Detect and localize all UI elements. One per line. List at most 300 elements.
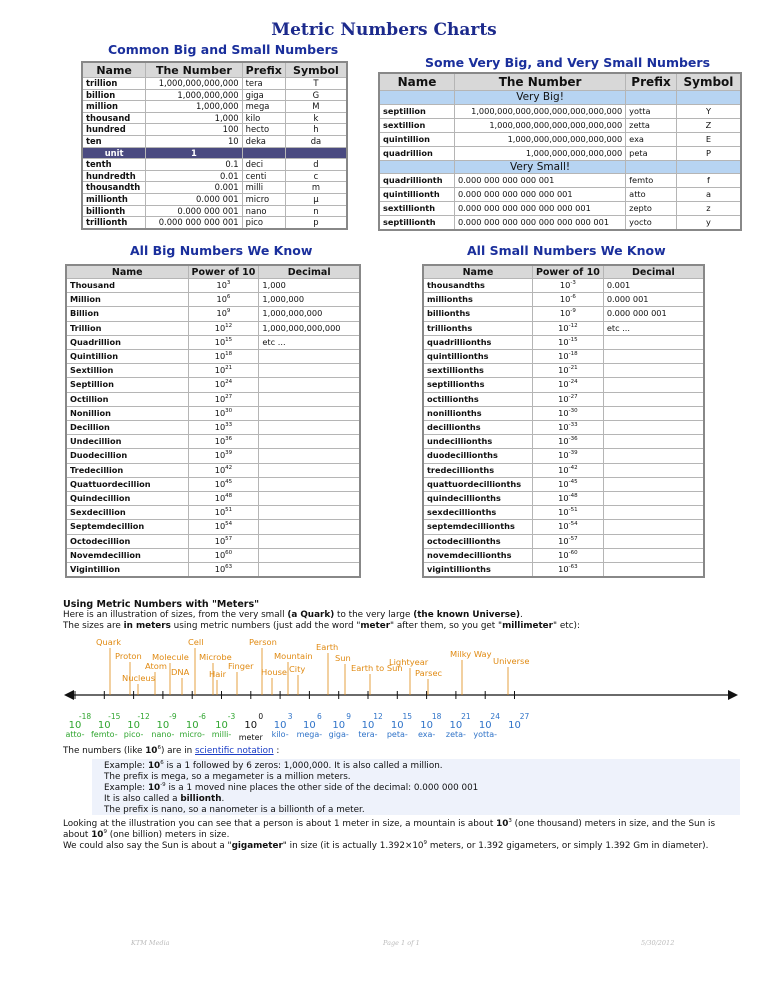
table-cell: da bbox=[285, 135, 347, 147]
power-cell bbox=[188, 293, 259, 307]
text: gigameter bbox=[231, 841, 283, 851]
table-cell bbox=[259, 435, 360, 449]
right-arrow-icon bbox=[728, 690, 738, 700]
table-row bbox=[423, 392, 704, 406]
unit-label: unit bbox=[82, 147, 146, 159]
table-row bbox=[423, 279, 704, 293]
table-cell: 0.000 000 001 bbox=[603, 307, 704, 321]
power-base: 10 bbox=[214, 436, 226, 447]
scale-prefix: micro- bbox=[179, 730, 205, 739]
power-cell bbox=[188, 421, 259, 435]
object-label: Cell bbox=[188, 637, 204, 647]
table-row bbox=[66, 321, 360, 335]
table-cell bbox=[603, 563, 704, 578]
table-cell bbox=[676, 160, 741, 174]
text: (a Quark) bbox=[287, 610, 335, 620]
table-cell bbox=[259, 477, 360, 491]
table-cell: quadrillionth bbox=[379, 174, 454, 188]
table-cell: E bbox=[676, 132, 741, 146]
power-exponent: 18 bbox=[225, 351, 233, 358]
power-base: 10 bbox=[558, 336, 569, 347]
power-base: 10 bbox=[214, 564, 226, 575]
power-base: 10 bbox=[558, 351, 569, 362]
band-label: Very Small! bbox=[454, 160, 625, 174]
table-cell: Z bbox=[676, 118, 741, 132]
power-exponent: -27 bbox=[568, 393, 578, 400]
scale-exponent: -12 bbox=[137, 712, 150, 721]
table-cell: 0.000 000 000 000 000 000 000 001 bbox=[454, 216, 625, 230]
table-cell: tera bbox=[242, 78, 285, 90]
table-cell bbox=[259, 392, 360, 406]
table-row bbox=[423, 421, 704, 435]
table-cell bbox=[676, 91, 741, 105]
scale-exponent: 12 bbox=[373, 712, 383, 721]
power-cell bbox=[532, 378, 603, 392]
power-exponent: 51 bbox=[225, 507, 233, 514]
scale-base: 10 bbox=[449, 720, 463, 731]
table-cell: Y bbox=[676, 104, 741, 118]
scale-exponent: 24 bbox=[490, 712, 500, 721]
unit-row bbox=[82, 147, 347, 159]
column-header: Name bbox=[423, 265, 532, 279]
table-cell: y bbox=[676, 216, 741, 230]
table-cell bbox=[603, 421, 704, 435]
table-cell: vigintillionths bbox=[423, 563, 532, 578]
scale-base: 10 bbox=[332, 720, 346, 731]
text: is a 1 moved nine places the other side of the decimal: 0.000 000 001 bbox=[165, 783, 479, 793]
power-exponent: 54 bbox=[225, 521, 233, 528]
table-cell: sextillionths bbox=[423, 364, 532, 378]
example-line-2: The prefix is mega, so a megameter is a million meters. bbox=[104, 772, 351, 782]
column-header: Symbol bbox=[676, 73, 741, 91]
table-cell: 0.000 000 000 000 000 000 001 bbox=[454, 202, 625, 216]
text: 10 bbox=[147, 761, 161, 771]
power-cell bbox=[188, 435, 259, 449]
table-cell: 1,000 bbox=[259, 279, 360, 293]
power-exponent: -18 bbox=[568, 351, 578, 358]
table-cell: m bbox=[285, 182, 347, 194]
table-row bbox=[66, 378, 360, 392]
table-cell bbox=[259, 548, 360, 562]
table-cell: 10 bbox=[146, 135, 242, 147]
scale-exponent: -9 bbox=[169, 712, 177, 721]
scale-prefix: tera- bbox=[358, 730, 378, 739]
power-cell bbox=[532, 520, 603, 534]
table-cell: quattuordecillionths bbox=[423, 477, 532, 491]
table-row bbox=[379, 104, 741, 118]
closing-line-1 bbox=[63, 819, 715, 830]
text: " in size (it is actually 1.392×10 bbox=[282, 841, 424, 851]
table-row bbox=[82, 193, 347, 205]
table-cell: Million bbox=[66, 293, 188, 307]
table-cell: Decillion bbox=[66, 421, 188, 435]
power-exponent: -39 bbox=[568, 450, 578, 457]
table-cell: Trillion bbox=[66, 321, 188, 335]
power-cell bbox=[188, 563, 259, 578]
table-cell: septillion bbox=[379, 104, 454, 118]
table-cell: f bbox=[676, 174, 741, 188]
table-cell: 1,000,000,000,000,000 bbox=[454, 146, 625, 160]
table-cell: atto bbox=[626, 188, 677, 202]
table-cell: millionths bbox=[423, 293, 532, 307]
table-cell bbox=[603, 364, 704, 378]
table-header-row bbox=[423, 265, 704, 279]
table-cell: undecillionths bbox=[423, 435, 532, 449]
power-cell bbox=[532, 477, 603, 491]
table-cell: zetta bbox=[626, 118, 677, 132]
table-cell bbox=[603, 492, 704, 506]
table-cell: yotta bbox=[626, 104, 677, 118]
table-row bbox=[66, 335, 360, 349]
text: (the known Universe) bbox=[413, 610, 521, 620]
table-cell bbox=[626, 160, 677, 174]
table-cell: 1,000,000,000,000,000,000,000,000 bbox=[454, 104, 625, 118]
table-row bbox=[423, 350, 704, 364]
column-header: The Number bbox=[454, 73, 625, 91]
column-header: Name bbox=[379, 73, 454, 91]
table-row bbox=[379, 202, 741, 216]
object-label: Quark bbox=[96, 637, 122, 647]
object-label: DNA bbox=[171, 667, 190, 677]
scale-base: 10 bbox=[68, 720, 82, 731]
table-cell: etc ... bbox=[603, 321, 704, 335]
text: " after them, so you get " bbox=[390, 621, 503, 631]
power-exponent: -42 bbox=[568, 464, 578, 471]
power-cell bbox=[532, 548, 603, 562]
table-cell: quadrillion bbox=[379, 146, 454, 160]
power-base: 10 bbox=[214, 322, 226, 333]
table-cell: nano bbox=[242, 205, 285, 217]
table-cell: 1,000,000,000 bbox=[146, 89, 242, 101]
table-row bbox=[66, 492, 360, 506]
all-small-numbers-table bbox=[422, 264, 705, 578]
power-exponent: 21 bbox=[225, 365, 233, 372]
power-base: 10 bbox=[558, 493, 569, 504]
table-row bbox=[82, 217, 347, 229]
power-cell bbox=[188, 335, 259, 349]
table-cell bbox=[603, 435, 704, 449]
scale-prefix: kilo- bbox=[271, 730, 289, 739]
table-cell bbox=[603, 534, 704, 548]
table-cell: peta bbox=[626, 146, 677, 160]
power-base: 10 bbox=[558, 393, 569, 404]
table-header-row bbox=[82, 62, 347, 78]
object-label: Nucleus bbox=[122, 673, 156, 683]
power-base: 10 bbox=[559, 308, 571, 319]
table-cell bbox=[603, 463, 704, 477]
table-cell: 0.000 001 bbox=[603, 293, 704, 307]
scale-exponent: -15 bbox=[108, 712, 121, 721]
power-cell bbox=[188, 279, 259, 293]
table-cell: Octodecillion bbox=[66, 534, 188, 548]
size-scale-illustration bbox=[0, 632, 768, 744]
text: : bbox=[273, 746, 280, 756]
power-exponent: 45 bbox=[225, 478, 233, 485]
power-base: 10 bbox=[558, 521, 569, 532]
power-cell bbox=[188, 350, 259, 364]
table-row bbox=[66, 520, 360, 534]
scale-exponent: 21 bbox=[461, 712, 471, 721]
text: to the very large bbox=[334, 610, 414, 620]
table-row bbox=[423, 548, 704, 562]
table-cell bbox=[603, 449, 704, 463]
table-cell: thousandth bbox=[82, 182, 146, 194]
power-cell bbox=[188, 463, 259, 477]
scale-base: 10 bbox=[156, 720, 170, 731]
scale-prefix: meter bbox=[238, 733, 263, 742]
table-cell: 0.01 bbox=[146, 170, 242, 182]
power-base: 10 bbox=[214, 365, 226, 376]
table-row bbox=[423, 293, 704, 307]
power-base: 10 bbox=[214, 521, 226, 532]
table-cell: 0.001 bbox=[146, 182, 242, 194]
left-arrow-icon bbox=[64, 690, 74, 700]
very-heading: Some Very Big, and Very Small Numbers bbox=[425, 55, 711, 70]
table-cell: hundredth bbox=[82, 170, 146, 182]
object-label: Earth to Sun bbox=[351, 663, 403, 673]
power-base: 10 bbox=[216, 308, 227, 319]
text: 3 bbox=[508, 818, 512, 824]
power-cell bbox=[188, 520, 259, 534]
power-cell bbox=[532, 421, 603, 435]
table-cell bbox=[259, 534, 360, 548]
table-cell: 1,000,000 bbox=[259, 293, 360, 307]
scale-exponent: 6 bbox=[317, 712, 322, 721]
table-cell bbox=[259, 449, 360, 463]
text: -9 bbox=[160, 782, 166, 788]
power-cell bbox=[188, 548, 259, 562]
table-cell: Octillion bbox=[66, 392, 188, 406]
table-row bbox=[82, 182, 347, 194]
scale-prefix: nano- bbox=[151, 730, 175, 739]
scale-exponent: -18 bbox=[78, 712, 92, 721]
table-cell: deka bbox=[242, 135, 285, 147]
text: 9 bbox=[423, 840, 428, 846]
table-row bbox=[66, 477, 360, 491]
power-base: 10 bbox=[558, 379, 569, 390]
power-base: 10 bbox=[559, 294, 571, 305]
power-base: 10 bbox=[558, 407, 569, 418]
object-label: Lightyear bbox=[389, 657, 429, 667]
table-cell: octillionths bbox=[423, 392, 532, 406]
table-row bbox=[66, 449, 360, 463]
table-row bbox=[66, 506, 360, 520]
table-cell: n bbox=[285, 205, 347, 217]
power-cell bbox=[532, 506, 603, 520]
column-header: Prefix bbox=[626, 73, 677, 91]
scale-prefix: milli- bbox=[211, 730, 232, 739]
power-cell bbox=[188, 477, 259, 491]
power-exponent: -6 bbox=[570, 294, 576, 301]
table-cell: k bbox=[285, 112, 347, 124]
page-title: Metric Numbers Charts bbox=[271, 20, 497, 40]
table-cell: 0.000 001 bbox=[146, 193, 242, 205]
table-cell: T bbox=[285, 78, 347, 90]
footer-right: 5/30/2012 bbox=[641, 939, 675, 947]
table-cell: 100 bbox=[146, 124, 242, 136]
power-cell bbox=[532, 321, 603, 335]
power-exponent: -51 bbox=[568, 507, 578, 514]
table-cell: Tredecillion bbox=[66, 463, 188, 477]
table-cell: billion bbox=[82, 89, 146, 101]
power-exponent: -30 bbox=[568, 407, 578, 414]
power-cell bbox=[532, 563, 603, 578]
text: (one billion) meters in size. bbox=[106, 830, 230, 840]
table-cell bbox=[603, 406, 704, 420]
power-exponent: 57 bbox=[225, 535, 233, 542]
table-cell: 0.1 bbox=[146, 159, 242, 171]
table-cell: h bbox=[285, 124, 347, 136]
table-cell: billionth bbox=[82, 205, 146, 217]
scale-base: 10 bbox=[508, 720, 521, 731]
scale-exponent: 0 bbox=[258, 712, 264, 721]
text: Example: bbox=[104, 761, 148, 771]
table-cell: trillion bbox=[82, 78, 146, 90]
table-cell: p bbox=[285, 217, 347, 229]
text: The numbers (like bbox=[63, 746, 146, 756]
table-row bbox=[66, 421, 360, 435]
table-cell: novemdecillionths bbox=[423, 548, 532, 562]
power-cell bbox=[188, 364, 259, 378]
power-base: 10 bbox=[558, 478, 569, 489]
power-cell bbox=[188, 406, 259, 420]
table-cell bbox=[603, 520, 704, 534]
table-cell bbox=[259, 378, 360, 392]
scale-exponent: 18 bbox=[431, 712, 442, 721]
object-label: Hair bbox=[209, 669, 227, 679]
table-cell: 1,000,000,000,000 bbox=[259, 321, 360, 335]
table-cell bbox=[259, 421, 360, 435]
scale-prefix: pico- bbox=[123, 730, 144, 739]
scale-base: 10 bbox=[303, 720, 316, 731]
power-base: 10 bbox=[216, 294, 227, 305]
table-row bbox=[423, 520, 704, 534]
power-base: 10 bbox=[214, 464, 226, 475]
table-cell bbox=[603, 335, 704, 349]
scale-base: 10 bbox=[185, 720, 199, 731]
table-cell: duodecillionths bbox=[423, 449, 532, 463]
table-cell: z bbox=[676, 202, 741, 216]
power-cell bbox=[532, 406, 603, 420]
power-base: 10 bbox=[214, 351, 226, 362]
table-cell: sextillionth bbox=[379, 202, 454, 216]
power-exponent: 60 bbox=[225, 549, 233, 556]
power-cell bbox=[188, 392, 259, 406]
table-cell bbox=[242, 147, 285, 159]
table-row bbox=[66, 435, 360, 449]
power-cell bbox=[188, 534, 259, 548]
object-label: Sun bbox=[335, 653, 351, 663]
table-cell: thousandths bbox=[423, 279, 532, 293]
table-cell bbox=[259, 406, 360, 420]
table-cell: nonillionths bbox=[423, 406, 532, 420]
table-cell: thousand bbox=[82, 112, 146, 124]
table-cell: d bbox=[285, 159, 347, 171]
power-base: 10 bbox=[559, 280, 571, 290]
table-cell: octodecillionths bbox=[423, 534, 532, 548]
table-cell: quintillionth bbox=[379, 188, 454, 202]
example-line-4 bbox=[104, 794, 224, 805]
scale-prefix: peta- bbox=[386, 730, 408, 739]
scientific-notation-link[interactable]: scientific notation bbox=[195, 746, 274, 756]
table-cell: 0.000 000 000 001 bbox=[146, 217, 242, 229]
power-base: 10 bbox=[214, 336, 226, 347]
table-cell: femto bbox=[626, 174, 677, 188]
object-label: Universe bbox=[493, 656, 530, 666]
table-cell: septillionth bbox=[379, 216, 454, 230]
table-row bbox=[66, 350, 360, 364]
object-label: Parsec bbox=[415, 668, 443, 678]
meters-heading: Using Metric Numbers with "Meters" bbox=[63, 599, 260, 610]
column-header: Power of 10 bbox=[188, 265, 259, 279]
column-header: The Number bbox=[146, 62, 242, 78]
scale-base: 10 bbox=[361, 720, 375, 731]
table-cell: sexdecillionths bbox=[423, 506, 532, 520]
table-cell: quindecillionths bbox=[423, 492, 532, 506]
power-cell bbox=[532, 449, 603, 463]
table-row bbox=[423, 563, 704, 578]
table-cell: micro bbox=[242, 193, 285, 205]
closing-line-2 bbox=[63, 830, 229, 841]
table-cell bbox=[379, 160, 454, 174]
table-cell: millionth bbox=[82, 193, 146, 205]
table-row bbox=[82, 135, 347, 147]
example-line-3 bbox=[104, 783, 478, 794]
table-row bbox=[66, 293, 360, 307]
power-base: 10 bbox=[214, 407, 226, 418]
power-base: 10 bbox=[214, 478, 226, 489]
power-base: 10 bbox=[558, 322, 569, 333]
table-cell bbox=[285, 147, 347, 159]
power-exponent: 24 bbox=[225, 379, 233, 386]
power-base: 10 bbox=[214, 422, 226, 433]
table-cell: giga bbox=[242, 89, 285, 101]
common-numbers-table bbox=[81, 61, 348, 230]
table-row bbox=[423, 321, 704, 335]
power-base: 10 bbox=[558, 436, 569, 447]
text: in meters bbox=[123, 621, 171, 631]
table-cell: million bbox=[82, 101, 146, 113]
column-header: Decimal bbox=[259, 265, 360, 279]
text: 6 bbox=[160, 760, 164, 766]
column-header: Name bbox=[66, 265, 188, 279]
example-line-5: The prefix is nano, so a nanometer is a billionth of a meter. bbox=[104, 805, 365, 815]
power-base: 10 bbox=[214, 549, 226, 560]
object-label: House bbox=[261, 667, 288, 677]
table-row bbox=[82, 159, 347, 171]
power-base: 10 bbox=[214, 379, 226, 390]
power-exponent: 3 bbox=[226, 280, 231, 286]
table-cell: Quindecillion bbox=[66, 492, 188, 506]
table-cell: quintillionths bbox=[423, 350, 532, 364]
power-cell bbox=[188, 449, 259, 463]
power-exponent: 30 bbox=[225, 407, 233, 414]
object-label: Finger bbox=[228, 661, 254, 671]
power-exponent: -33 bbox=[568, 422, 578, 429]
scale-exponent: -3 bbox=[227, 712, 236, 721]
table-cell: 0.000 000 000 000 001 bbox=[454, 174, 625, 188]
table-cell: trillionths bbox=[423, 321, 532, 335]
power-exponent: -63 bbox=[568, 564, 578, 571]
table-cell: Quattuordecillion bbox=[66, 477, 188, 491]
text: using metric numbers (just add the word " bbox=[170, 621, 361, 631]
power-exponent: 9 bbox=[226, 308, 231, 315]
table-cell bbox=[626, 91, 677, 105]
table-row bbox=[423, 506, 704, 520]
power-cell bbox=[532, 534, 603, 548]
band-label: Very Big! bbox=[454, 91, 625, 105]
table-cell bbox=[259, 506, 360, 520]
